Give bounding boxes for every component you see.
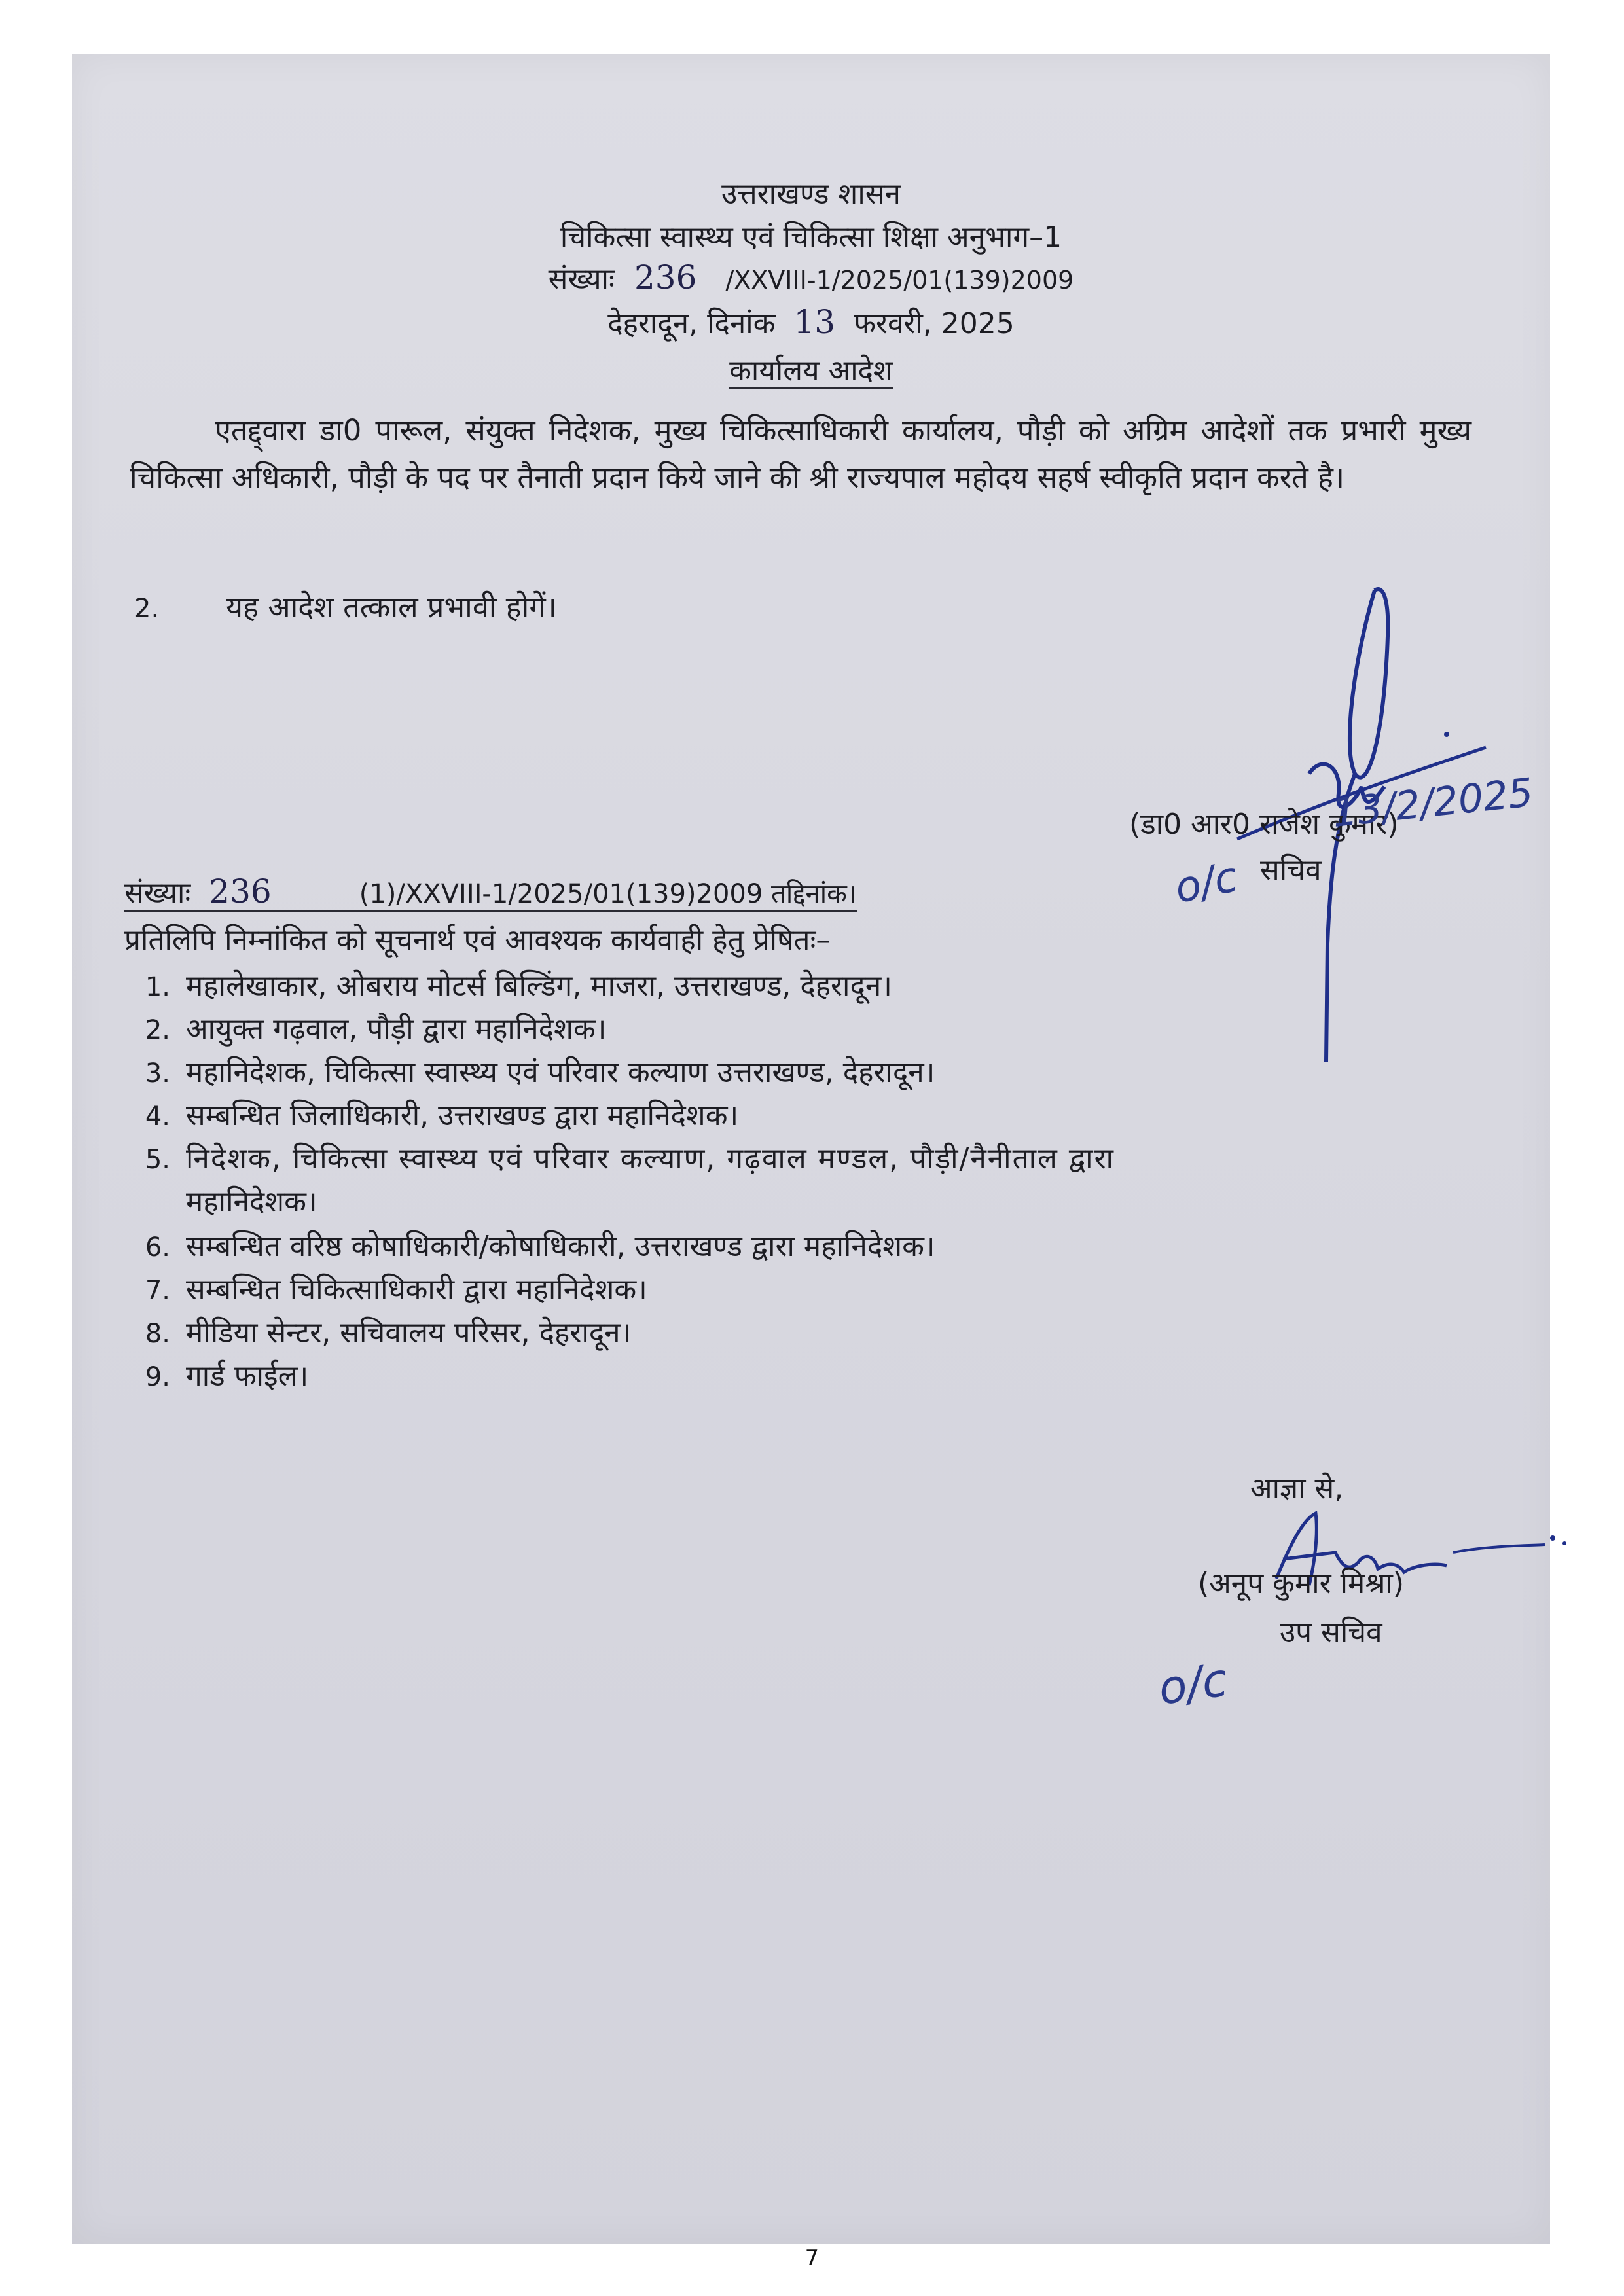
order-date-prefix: देहरादून, दिनांक: [607, 307, 776, 340]
copy-number-handwritten: 236: [209, 872, 272, 910]
copy-number-prefix: संख्याः: [124, 876, 191, 910]
secretary-name: (डा0 आर0 राजेश कुमार): [1129, 808, 1399, 841]
secretary-initials: o/c: [1170, 852, 1242, 914]
point-2-text: यह आदेश तत्काल प्रभावी होगें।: [226, 590, 557, 624]
secretary-designation: सचिव: [1260, 853, 1322, 887]
order-date: [72, 302, 1550, 342]
copy-number-suffix: (1)/XXVIII-1/2025/01(139)2009 तद्दिनांक।: [359, 879, 857, 909]
order-date-handwritten: 13: [793, 303, 836, 341]
order-number-handwritten: 236: [634, 259, 697, 296]
scanned-page: [72, 54, 1550, 2244]
copy-intro: प्रतिलिपि निम्नांकित को सूचनार्थ एवं आवश्यक कार्यवाही हेतु प्रेषितः–: [124, 924, 831, 957]
copy-item: 7. सम्बन्धित चिकित्साधिकारी द्वारा महानिदेशक।: [145, 1273, 647, 1306]
copy-item: 8. मीडिया सेन्टर, सचिवालय परिसर, देहरादून।: [145, 1316, 632, 1350]
order-number-suffix: /XXVIII-1/2025/01(139)2009: [725, 266, 1074, 295]
order-title: [72, 350, 1550, 389]
copy-item: 6. सम्बन्धित वरिष्ठ कोषाधिकारी/कोषाधिकारी, उत्तराखण्ड द्वारा महानिदेशक।: [145, 1230, 935, 1263]
order-number: [72, 258, 1550, 297]
copy-number-line: [124, 872, 857, 912]
point-2: [134, 584, 557, 632]
order-date-suffix: फरवरी, 2025: [854, 307, 1015, 340]
copy-item: 2. आयुक्त गढ़वाल, पौड़ी द्वारा महानिदेशक।: [145, 1013, 607, 1046]
copy-item: 1. महालेखाकार, ओबराय मोटर्स बिल्डिंग, माजरा, उत्तराखण्ड, देहरादून।: [145, 969, 892, 1003]
secretary-handwritten-date: 13/2/2025: [1330, 770, 1536, 836]
copy-item: 9. गार्ड फाईल।: [145, 1359, 309, 1393]
by-order: आज्ञा से,: [1250, 1472, 1344, 1505]
deputy-secretary-initials: o/c: [1155, 1653, 1231, 1715]
point-2-number: 2.: [134, 594, 160, 624]
copy-item: 3. महानिदेशक, चिकित्सा स्वास्थ्य एवं परिवार कल्याण उत्तराखण्ड, देहरादून।: [145, 1056, 935, 1089]
department-title: चिकित्सा स्वास्थ्य एवं चिकित्सा शिक्षा अनुभाग–1: [560, 221, 1062, 254]
deputy-secretary-designation: उप सचिव: [1280, 1616, 1382, 1649]
order-title-text: कार्यालय आदेश: [729, 354, 893, 389]
order-number-prefix: संख्याः: [548, 262, 615, 296]
government-title: उत्तराखण्ड शासन: [721, 177, 901, 211]
copy-item: 5. निदेशक, चिकित्सा स्वास्थ्य एवं परिवार कल्याण, गढ़वाल मण्डल, पौड़ी/नैनीताल द्वारा: [145, 1142, 1115, 1175]
copy-item-continuation: महानिदेशक।: [186, 1185, 317, 1219]
order-paragraph: एतद्द्वारा डा0 पारूल, संयुक्त निदेशक, मुख्य चिकित्साधिकारी कार्यालय, पौड़ी को अग्रिम आदेशों तक प्रभारी मुख्य चिकित्सा अधिकारी, पौड़ी के पद पर तैनाती प्रदान किये जाने की श्री राज्यपाल महोदय सहर्ष स्वीकृति प्रदान करते है।: [130, 413, 1471, 495]
copy-number: [124, 872, 857, 911]
deputy-secretary-name: (अनूप कुमार मिश्रा): [1198, 1567, 1405, 1600]
copy-item: 4. सम्बन्धित जिलाधिकारी, उत्तराखण्ड द्वारा महानिदेशक।: [145, 1099, 739, 1132]
page-number: 7: [804, 2245, 820, 2271]
